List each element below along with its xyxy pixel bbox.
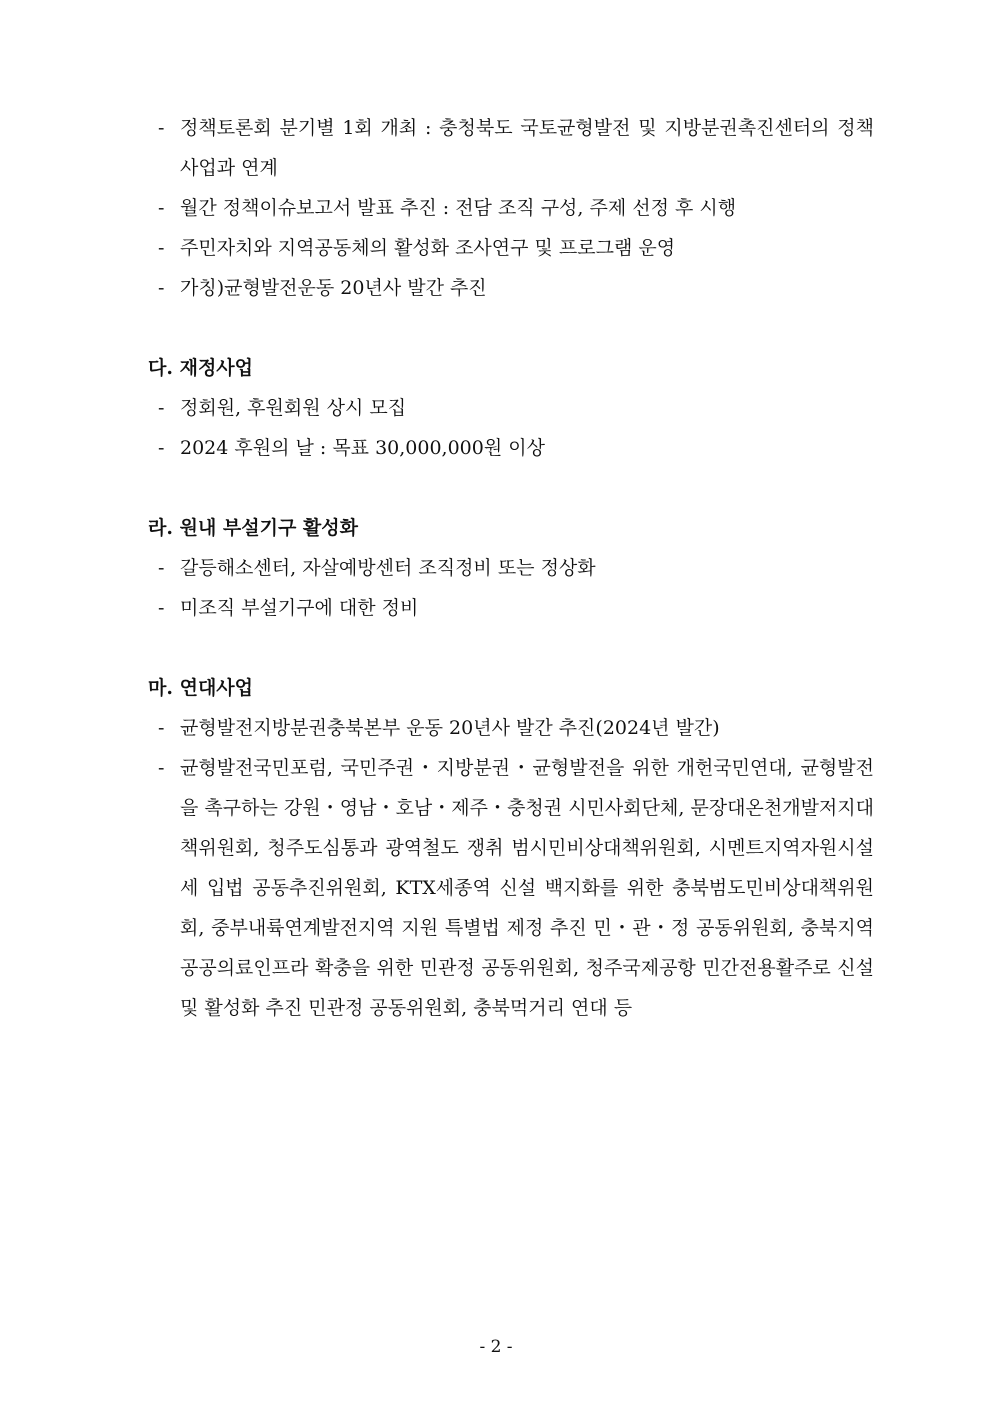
bullet-dash: - bbox=[158, 437, 165, 459]
list-item bbox=[158, 268, 874, 308]
page-number: - 2 - bbox=[479, 1337, 513, 1357]
list-item-text: 균형발전지방분권충북본부 운동 20년사 발간 추진(2024년 발간) bbox=[180, 717, 720, 739]
list-item bbox=[158, 228, 874, 268]
bullet-dash: - bbox=[158, 397, 165, 419]
list-item-text: 월간 정책이슈보고서 발표 추진 : 전담 조직 구성, 주제 선정 후 시행 bbox=[180, 197, 737, 219]
list-item bbox=[158, 588, 874, 628]
list-item bbox=[158, 428, 874, 468]
list-item-text: 가칭)균형발전운동 20년사 발간 추진 bbox=[180, 277, 487, 299]
section-heading-affiliates: 라. 원내 부설기구 활성화 bbox=[148, 517, 358, 539]
list-item-text: 2024 후원의 날 : 목표 30,000,000원 이상 bbox=[180, 437, 545, 459]
bullet-dash: - bbox=[158, 717, 165, 739]
list-item bbox=[158, 748, 874, 1028]
list-item bbox=[158, 108, 874, 188]
list-item-text: 미조직 부설기구에 대한 정비 bbox=[180, 597, 419, 619]
list-item-text: 주민자치와 지역공동체의 활성화 조사연구 및 프로그램 운영 bbox=[180, 237, 676, 259]
list-item-text: 균형발전국민포럼, 국민주권・지방분권・균형발전을 위한 개헌국민연대, 균형발전을 촉구하는 강원・영남・호남・제주・충청권 시민사회단체, 문장대온천개발저지대책위원회, 청주도심통과 광역철도 쟁취 범시민비상대책위원회, 시멘트지역자원시설세 입법 공동추진위원회, KTX세종역 신설 백지화를 위한 충북범도민비상대책위원회, 중부내륙연계발전지역 지원 특별법 제정 추진 민・관・정 공동위원회, 충북지역 공공의료인프라 확충을 위한 민관정 공동위원회, 청주국제공항 민간전용활주로 신설 및 활성화 추진 민관정 공동위원회, 충북먹거리 연대 등 bbox=[180, 757, 874, 1019]
section-heading-finance: 다. 재정사업 bbox=[148, 357, 253, 379]
bullet-dash: - bbox=[158, 197, 165, 219]
list-item-text: 정회원, 후원회원 상시 모집 bbox=[180, 397, 407, 419]
list-item bbox=[158, 708, 874, 748]
bullet-dash: - bbox=[158, 237, 165, 259]
list-item-text: 정책토론회 분기별 1회 개최 : 충청북도 국토균형발전 및 지방분권촉진센터의 정책사업과 연계 bbox=[180, 117, 874, 179]
list-item bbox=[158, 188, 874, 228]
list-item bbox=[158, 388, 874, 428]
list-item-text: 갈등해소센터, 자살예방센터 조직정비 또는 정상화 bbox=[180, 557, 596, 579]
bullet-dash: - bbox=[158, 597, 165, 619]
bullet-dash: - bbox=[158, 277, 165, 299]
section-heading-solidarity: 마. 연대사업 bbox=[148, 677, 253, 699]
bullet-dash: - bbox=[158, 557, 165, 579]
list-item bbox=[158, 548, 874, 588]
bullet-dash: - bbox=[158, 757, 165, 779]
bullet-dash: - bbox=[158, 117, 165, 139]
